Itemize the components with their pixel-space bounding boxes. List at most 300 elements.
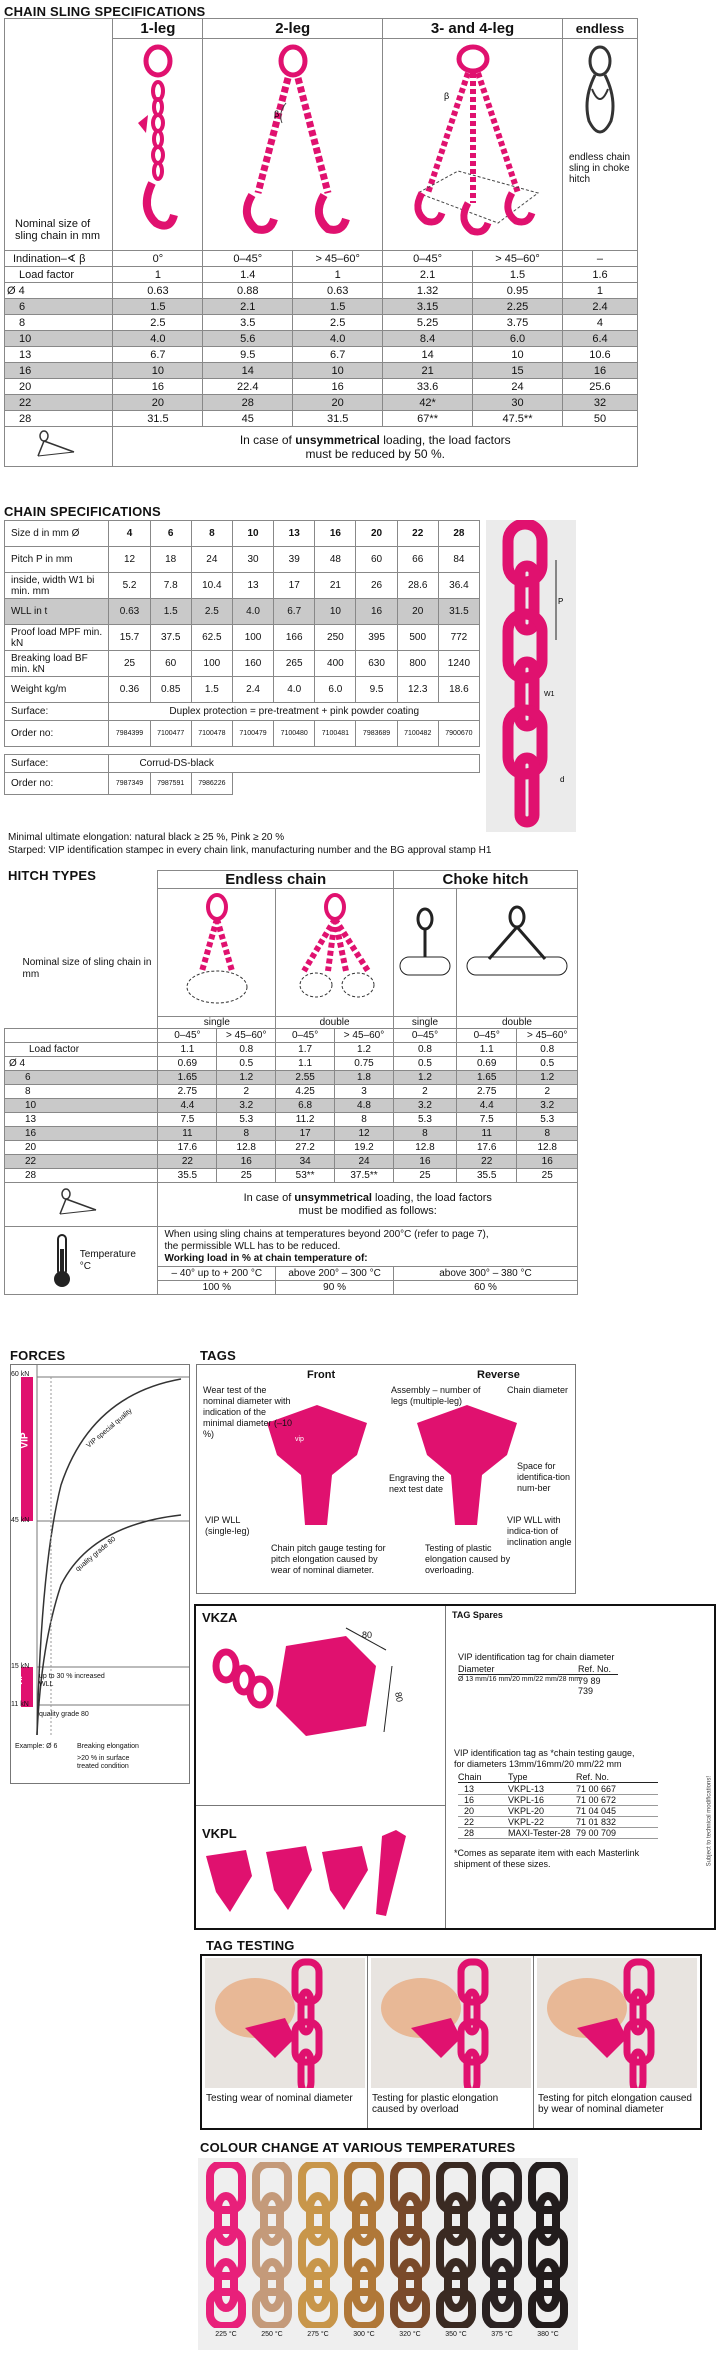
wll-cell: 10	[293, 363, 383, 379]
chain-value-cell: 265	[274, 651, 315, 677]
order-no-cell: 7100481	[315, 721, 356, 747]
spare-chain: 28	[464, 1828, 475, 1838]
size-cell: 16	[5, 363, 113, 379]
chain-value-cell: 395	[356, 625, 397, 651]
spares-footnote: *Comes as separate item with each Masterlink shipment of these sizes.	[454, 1848, 640, 1869]
chain-photo	[486, 520, 576, 832]
gauge-title: VIP identification tag as *chain testing gauge, for diameters 13mm/16mm/20 mm/22 mm	[454, 1748, 635, 1769]
wll-cell: 30	[473, 395, 563, 411]
chain-value-cell: 4.0	[274, 677, 315, 703]
hitch-unsym-note: In case of unsymmetrical loading, the load factors must be modified as follows:	[158, 1183, 578, 1227]
wll-cell: 22	[158, 1155, 217, 1169]
wll-cell: 31.5	[293, 411, 383, 427]
chain-value-cell: 2.5	[191, 599, 232, 625]
wll-cell: 4.4	[456, 1099, 517, 1113]
temperature-label: 350 °C	[445, 2331, 467, 2338]
hitch-load-factor-cell: 0.8	[517, 1043, 578, 1057]
chain-value-cell: 630	[356, 651, 397, 677]
sling-row	[5, 331, 638, 347]
wll-cell: 2.5	[293, 315, 383, 331]
spare-type: VKPL-13	[508, 1784, 545, 1794]
chain-value-cell: 16	[356, 599, 397, 625]
spare-item	[458, 1795, 658, 1806]
testing-box	[200, 1954, 702, 2130]
testing-title: TAG TESTING	[206, 1938, 295, 1953]
spare-item	[458, 1806, 658, 1817]
side-note: Subject to technical modifications!	[706, 1776, 713, 1867]
wll-cell: 5.3	[217, 1113, 276, 1127]
wll-cell: 0.69	[456, 1057, 517, 1071]
hitch-row	[5, 1113, 578, 1127]
head-2leg: 2-leg	[203, 19, 383, 39]
wll-cell: 2.4	[562, 299, 637, 315]
wll-cell: 6.7	[113, 347, 203, 363]
wll-cell: 1.1	[276, 1057, 335, 1071]
temp-range-cell: above 300° – 380 °C	[393, 1267, 577, 1281]
wll-cell: 67**	[383, 411, 473, 427]
chain-value-cell: 772	[438, 625, 479, 651]
testing-panel	[202, 1956, 368, 2128]
chain-diameter-note: Chain diameter	[507, 1385, 569, 1395]
chain-value-cell: 6.0	[315, 677, 356, 703]
wll-cell: 17	[276, 1127, 335, 1141]
wll-cell: 4.8	[335, 1099, 394, 1113]
wll-cell: 1.2	[217, 1071, 276, 1085]
wll-cell: 3.5	[203, 315, 293, 331]
load-factor-cell: 1.4	[203, 267, 293, 283]
temperature-label: 250 °C	[261, 2331, 283, 2338]
chain-row-label: Pitch P in mm	[5, 547, 109, 573]
wll-cell: 45	[203, 411, 293, 427]
hitch-sub-double: double	[456, 1017, 577, 1029]
wll-cell: 27.2	[276, 1141, 335, 1155]
chain-value-cell: 20	[397, 599, 438, 625]
chain-row	[5, 625, 480, 651]
chain-value-cell: 1.5	[150, 599, 191, 625]
wll-cell: 37.5**	[335, 1169, 394, 1183]
temp-pct-cell: 100 %	[158, 1281, 276, 1295]
hitch-load-factor-label: Load factor	[5, 1043, 158, 1057]
temperature-cell	[5, 1227, 158, 1295]
chain-value-cell: 0.85	[150, 677, 191, 703]
surface2-text: Corrud-DS-black	[109, 755, 480, 773]
hitch-load-factor-cell: 1.7	[276, 1043, 335, 1057]
angle-cell: > 45–60°	[293, 251, 383, 267]
colour-swatch	[250, 2162, 294, 2348]
svg-text:β: β	[443, 91, 449, 101]
wll-cell: 16	[113, 379, 203, 395]
chain-value-cell: 37.5	[150, 625, 191, 651]
engraving-note: Engraving the next test date	[389, 1473, 445, 1494]
chain-colour-sample	[204, 2162, 248, 2328]
wll-cell: 12	[335, 1127, 394, 1141]
vip-wll-angle-note: VIP WLL with indica-tion of inclination angle	[507, 1515, 572, 1547]
order-no-cell: 7986226	[191, 773, 232, 795]
temperature-label: 380 °C	[537, 2331, 559, 2338]
y-label: 11 kN	[11, 1701, 29, 1708]
chain-row-label: inside, width W1 bi min. mm	[5, 573, 109, 599]
wll-cell: 1.32	[383, 283, 473, 299]
diam-val-row: Ø 13 mm/16 mm/20 mm/22 mm/28 mm 79 89 739	[458, 1676, 601, 1696]
wll-cell: 16	[393, 1155, 456, 1169]
illus-choke-double	[456, 889, 577, 1017]
hitch-load-factor-cell: 0.8	[217, 1043, 276, 1057]
temp-range-cell: – 40° up to + 200 °C	[158, 1267, 276, 1281]
wll-cell: 1.65	[456, 1071, 517, 1085]
size-cell: 10	[5, 331, 113, 347]
chain-value-cell: 18.6	[438, 677, 479, 703]
wll-cell: 1.5	[113, 299, 203, 315]
wll-cell: 12.8	[393, 1141, 456, 1155]
order-no-cell: 7100478	[191, 721, 232, 747]
temperature-label: 275 °C	[307, 2331, 329, 2338]
chain-value-cell: 22	[397, 521, 438, 547]
wll-cell: 25	[217, 1169, 276, 1183]
spare-item	[458, 1784, 658, 1795]
load-factor-cell: 1	[113, 267, 203, 283]
size-cell: 6	[5, 1071, 158, 1085]
svg-text:d: d	[560, 775, 565, 784]
testing-panel	[534, 1956, 700, 2128]
chain-value-cell: 6	[150, 521, 191, 547]
wll-cell: 7.5	[158, 1113, 217, 1127]
wll-cell: 2.75	[158, 1085, 217, 1099]
vkza-panel	[196, 1606, 446, 1806]
chain-row	[5, 521, 480, 547]
chain-row	[5, 599, 480, 625]
chain-value-cell: 400	[315, 651, 356, 677]
sling-unsym-note: In case of unsymmetrical loading, the load factors must be reduced by 50 %.	[113, 427, 638, 467]
surface-text: Duplex protection = pre-treatment + pink powder coating	[109, 703, 480, 721]
testing-panel	[368, 1956, 534, 2128]
wll-cell: 25.6	[562, 379, 637, 395]
svg-text:P: P	[558, 597, 564, 606]
size-cell: Ø 4	[5, 1057, 158, 1071]
temperature-label: 300 °C	[353, 2331, 375, 2338]
wll-cell: 2.75	[456, 1085, 517, 1099]
chain-value-cell: 10	[315, 599, 356, 625]
wll-cell: 3.2	[393, 1099, 456, 1113]
spare-type: VKPL-20	[508, 1806, 545, 1816]
colour-swatches	[198, 2158, 578, 2350]
chain-row-label: Size d in mm Ø	[5, 521, 109, 547]
size-cell: 16	[5, 1127, 158, 1141]
wll-cell: 12.8	[517, 1141, 578, 1155]
wll-cell: 7.5	[456, 1113, 517, 1127]
wll-cell: 16	[217, 1155, 276, 1169]
wll-cell: 6.0	[473, 331, 563, 347]
hitch-angle-cell: 0–45°	[158, 1029, 217, 1043]
chain-colour-sample	[526, 2162, 570, 2328]
q80-lower-label: quality grade 80	[39, 1711, 89, 1718]
hitch-load-factor-cell: 1.1	[158, 1043, 217, 1057]
wll-cell: 5.25	[383, 315, 473, 331]
wll-cell: 5.6	[203, 331, 293, 347]
testing-photo	[205, 1958, 365, 2088]
wll-cell: 10.6	[562, 347, 637, 363]
wll-cell: 5.3	[393, 1113, 456, 1127]
chain-value-cell: 30	[232, 547, 273, 573]
angle-cell: 0°	[113, 251, 203, 267]
wll-cell: 35.5	[456, 1169, 517, 1183]
wll-cell: 3.75	[473, 315, 563, 331]
chain-note-2: Starped: VIP identification stampec in every chain link, manufacturing number and the BG approval stamp H1	[8, 845, 492, 856]
wll-cell: 53**	[276, 1169, 335, 1183]
wll-cell: 2.25	[473, 299, 563, 315]
hitch-load-factor-cell: 1.1	[456, 1043, 517, 1057]
chain-value-cell: 28.6	[397, 573, 438, 599]
illus-3-4leg	[383, 39, 563, 251]
hitch-angle-cell: > 45–60°	[217, 1029, 276, 1043]
temperature-label: 225 °C	[215, 2331, 237, 2338]
plastic-note: Testing of plastic elongation caused by overloading.	[425, 1543, 511, 1575]
y-label: 60 kN	[11, 1371, 30, 1378]
spare-chain: 20	[464, 1806, 475, 1816]
chain-value-cell: 25	[109, 651, 150, 677]
chain-value-cell: 4	[109, 521, 150, 547]
spare-chain: 13	[464, 1784, 475, 1794]
chain-value-cell: 60	[356, 547, 397, 573]
wll-cell: 1.5	[293, 299, 383, 315]
chain-value-cell: 24	[191, 547, 232, 573]
vip-bar-label: VIP	[19, 1432, 31, 1449]
wll-cell: 15	[473, 363, 563, 379]
chain-value-cell: 26	[356, 573, 397, 599]
wll-cell: 17.6	[158, 1141, 217, 1155]
wll-cell: 0.63	[293, 283, 383, 299]
chain-value-cell: 250	[315, 625, 356, 651]
order2-label: Order no:	[5, 773, 109, 795]
diam-head-row: Diameter Ref. No.	[458, 1664, 618, 1675]
vip-tag-title: VIP identification tag for chain diameter	[458, 1652, 615, 1662]
testing-photo	[537, 1958, 697, 2088]
wll-cell: 14	[383, 347, 473, 363]
size-cell: 28	[5, 411, 113, 427]
hitch-load-factor-cell: 0.8	[393, 1043, 456, 1057]
hitch-nominal-label: Nominal size of sling chain in mm	[5, 871, 158, 1029]
wll-cell: 16	[562, 363, 637, 379]
hitch-sub-single: single	[158, 1017, 276, 1029]
chain-value-cell: 0.63	[109, 599, 150, 625]
order-no-cell: 7984399	[109, 721, 150, 747]
svg-text:vip: vip	[295, 1436, 304, 1443]
spare-item	[458, 1817, 658, 1828]
wll-cell: 1.2	[517, 1071, 578, 1085]
chain-value-cell: 6.7	[274, 599, 315, 625]
wll-cell: 14	[203, 363, 293, 379]
chain-value-cell: 12	[109, 547, 150, 573]
space-note: Space for identifica-tion num-ber	[517, 1461, 571, 1493]
wll-cell: 1.65	[158, 1071, 217, 1085]
sling-row	[5, 315, 638, 331]
chain-colour-sample	[296, 2162, 340, 2328]
hitch-unsym-icon	[5, 1183, 158, 1227]
wll-cell: 2	[217, 1085, 276, 1099]
chain-value-cell: 48	[315, 547, 356, 573]
wll-cell: 6.8	[276, 1099, 335, 1113]
indination-label: Indination–∢ β	[5, 251, 113, 267]
spare-ref: 71 01 832	[576, 1817, 617, 1827]
illus-1leg	[113, 39, 203, 251]
tags-panel	[196, 1364, 576, 1594]
illus-choke-single	[393, 889, 456, 1017]
wll-cell: 8.4	[383, 331, 473, 347]
wll-cell: 1.2	[393, 1071, 456, 1085]
order-no-cell: 7100482	[397, 721, 438, 747]
chain-row-label: Breaking load BF min. kN	[5, 651, 109, 677]
wll-cell: 0.69	[158, 1057, 217, 1071]
chain-row-label: Proof load MPF min. kN	[5, 625, 109, 651]
hitch-angle-cell: > 45–60°	[335, 1029, 394, 1043]
wll-cell: 3.2	[217, 1099, 276, 1113]
spare-type: MAXI-Tester-28	[508, 1828, 571, 1838]
wll-cell: 35.5	[158, 1169, 217, 1183]
spare-ref: 71 00 672	[576, 1795, 617, 1805]
hitch-angle-cell: 0–45°	[393, 1029, 456, 1043]
wll-cell: 21	[383, 363, 473, 379]
wll-cell: 8	[217, 1127, 276, 1141]
hitch-endless-head: Endless chain	[158, 871, 394, 889]
temp-text: When using sling chains at temperatures beyond 200°C (refer to page 7), the permissible WLL has to be reduced. Working load in % at chain temperature of:	[158, 1227, 578, 1267]
assembly-note: Assembly – number of legs (multiple-leg)	[391, 1385, 481, 1406]
chain-row-label: WLL in t	[5, 599, 109, 625]
chain-value-cell: 10.4	[191, 573, 232, 599]
chain-value-cell: 4.0	[232, 599, 273, 625]
wll-cell: 42*	[383, 395, 473, 411]
size-cell: 13	[5, 347, 113, 363]
sling-row	[5, 395, 638, 411]
chain-value-cell: 16	[315, 521, 356, 547]
chain-value-cell: 100	[191, 651, 232, 677]
wll-cell: 20	[113, 395, 203, 411]
chain-row	[5, 677, 480, 703]
head-endless: endless	[562, 19, 637, 39]
wll-cell: 33.6	[383, 379, 473, 395]
chain-row	[5, 651, 480, 677]
hitch-row	[5, 1127, 578, 1141]
size-cell: 22	[5, 395, 113, 411]
angle-cell: –	[562, 251, 637, 267]
chain-value-cell: 84	[438, 547, 479, 573]
order-no-cell: 7100480	[274, 721, 315, 747]
wll-cell: 22	[456, 1155, 517, 1169]
wll-cell: 47.5**	[473, 411, 563, 427]
colour-swatch	[480, 2162, 524, 2348]
chain-spec-title: CHAIN SPECIFICATIONS	[4, 504, 161, 519]
dim-label: 80	[362, 1630, 373, 1640]
colour-swatch	[388, 2162, 432, 2348]
hitch-load-factor-cell: 1.2	[335, 1043, 394, 1057]
load-factor-cell: 1.6	[562, 267, 637, 283]
wll-cell: 0.88	[203, 283, 293, 299]
chain-value-cell: 100	[232, 625, 273, 651]
colour-title: COLOUR CHANGE AT VARIOUS TEMPERATURES	[200, 2140, 516, 2155]
wll-cell: 32	[562, 395, 637, 411]
wll-cell: 11	[456, 1127, 517, 1141]
colour-swatch	[204, 2162, 248, 2348]
chain-value-cell: 18	[150, 547, 191, 573]
q80-curve-label: quality grade 80	[74, 1535, 118, 1574]
hitch-title: HITCH TYPES	[8, 868, 97, 883]
surface2-label: Surface:	[5, 755, 109, 773]
load-factor-cell: 1.5	[473, 267, 563, 283]
hitch-sub-double: double	[276, 1017, 394, 1029]
sling-nominal-label: Nominal size of sling chain in mm	[5, 19, 113, 251]
wll-cell: 0.95	[473, 283, 563, 299]
chain-value-cell: 2.4	[232, 677, 273, 703]
wll-cell: 0.5	[393, 1057, 456, 1071]
colour-swatch	[342, 2162, 386, 2348]
elong-label: >20 % in surface treated condition	[77, 1755, 130, 1770]
chain-colour-sample	[480, 2162, 524, 2328]
chain-value-cell: 0.36	[109, 677, 150, 703]
size-cell: 20	[5, 1141, 158, 1155]
wll-cell: 0.75	[335, 1057, 394, 1071]
order-no-cell: 7983689	[356, 721, 397, 747]
size-cell: 8	[5, 1085, 158, 1099]
illus-endless-single	[158, 889, 276, 1017]
size-cell: Ø 4	[5, 283, 113, 299]
wll-cell: 31.5	[113, 411, 203, 427]
chain-value-cell: 36.4	[438, 573, 479, 599]
chain-colour-sample	[388, 2162, 432, 2328]
breaking-label: Breaking elongation	[77, 1743, 139, 1750]
hitch-row	[5, 1155, 578, 1169]
hitch-choke-head: Choke hitch	[393, 871, 577, 889]
chain-value-cell: 500	[397, 625, 438, 651]
load-factor-cell: 2.1	[383, 267, 473, 283]
pitch-gauge-note: Chain pitch gauge testing for pitch elongation caused by wear of nominal diameter.	[271, 1543, 386, 1575]
chain-value-cell: 5.2	[109, 573, 150, 599]
chain-row-label: Weight kg/m	[5, 677, 109, 703]
chain-value-cell: 15.7	[109, 625, 150, 651]
wll-cell: 3.15	[383, 299, 473, 315]
wll-cell: 34	[276, 1155, 335, 1169]
order-no-cell: 7987349	[109, 773, 150, 795]
wll-cell: 4	[562, 315, 637, 331]
vkpl-panel	[196, 1806, 446, 1928]
wll-cell: 2.1	[203, 299, 293, 315]
chain-value-cell: 13	[232, 573, 273, 599]
chain-value-cell: 28	[438, 521, 479, 547]
wll-cell: 2.55	[276, 1071, 335, 1085]
chain-value-cell: 13	[274, 521, 315, 547]
size-cell: 13	[5, 1113, 158, 1127]
temperature-label: Temperature °C	[79, 1248, 136, 1272]
chain-value-cell: 62.5	[191, 625, 232, 651]
chain-note-1: Minimal ultimate elongation: natural black ≥ 25 %, Pink ≥ 20 %	[8, 832, 285, 843]
spare-type: VKPL-22	[508, 1817, 545, 1827]
order-no-cell: 7987591	[150, 773, 191, 795]
hitch-sub-single: single	[393, 1017, 456, 1029]
surface-label: Surface:	[5, 703, 109, 721]
wll-cell: 4.25	[276, 1085, 335, 1099]
chain-value-cell: 20	[356, 521, 397, 547]
wll-cell: 2	[517, 1085, 578, 1099]
chain-row	[5, 573, 480, 599]
spare-type: VKPL-16	[508, 1795, 545, 1805]
forces-title: FORCES	[10, 1348, 66, 1363]
hitch-row	[5, 1099, 578, 1113]
y-label: 15 kN	[11, 1663, 30, 1670]
angle-cell: 0–45°	[203, 251, 293, 267]
hitch-row	[5, 1169, 578, 1183]
size-cell: 8	[5, 315, 113, 331]
chain-value-cell: 66	[397, 547, 438, 573]
wll-cell: 25	[517, 1169, 578, 1183]
wll-cell: 6.7	[293, 347, 383, 363]
hitch-row	[5, 1071, 578, 1085]
